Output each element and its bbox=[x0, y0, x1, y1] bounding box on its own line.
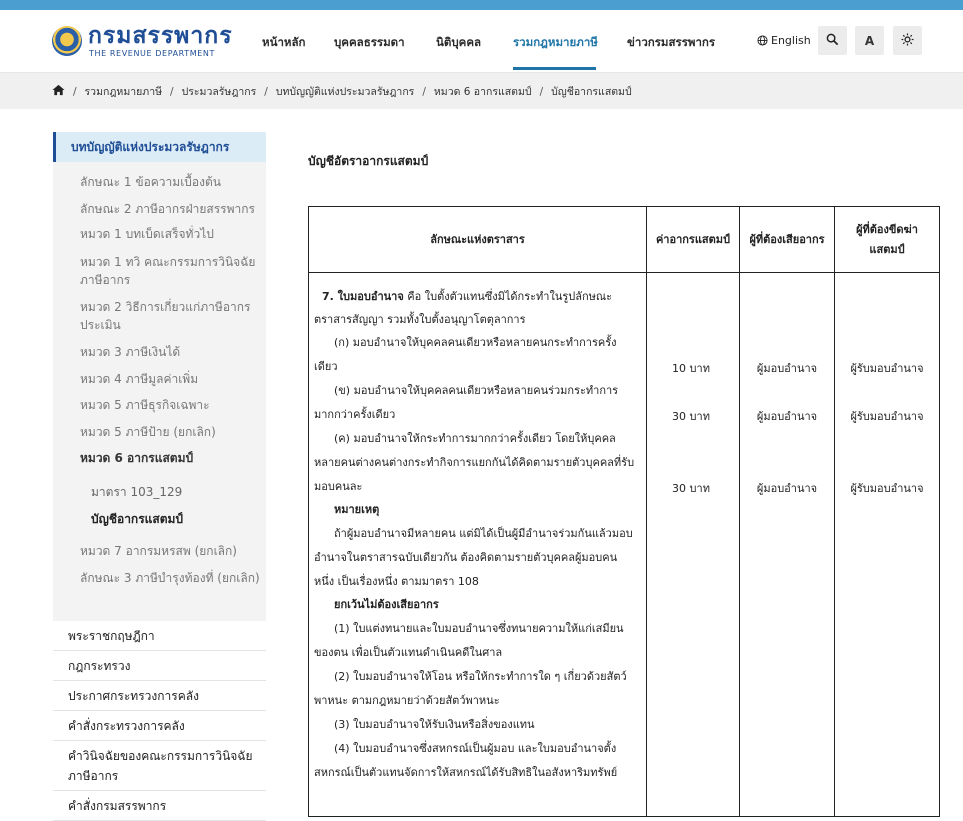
fee-value: 30 บาท bbox=[672, 410, 710, 423]
stamp-duty-table bbox=[308, 206, 940, 817]
site-header bbox=[0, 10, 963, 73]
sidebar-sub-item[interactable]: หมวด 5 ภาษีป้าย (ยกเลิก) bbox=[80, 425, 216, 439]
column-header-canceller: ผู้ที่ต้องขีดฆ่าแสตมป์ bbox=[835, 207, 940, 273]
sidebar-link[interactable]: พระราชกฤษฎีกา bbox=[53, 621, 266, 651]
search-button[interactable] bbox=[818, 26, 847, 55]
sidebar-link[interactable]: คำวินิจฉัยของคณะกรรมการวินิจฉัยภาษีอากร bbox=[53, 741, 266, 791]
breadcrumb-item[interactable]: ประมวลรัษฎากร bbox=[181, 86, 257, 98]
top-accent-bar bbox=[0, 0, 963, 10]
sidebar-sub-item[interactable]: หมวด 7 อากรมหรสพ (ยกเลิก) bbox=[80, 544, 237, 558]
font-size-button[interactable]: A bbox=[855, 26, 884, 55]
desc-line: หนึ่ง เป็นเรื่องหนึ่ง ตามมาตรา 108 bbox=[314, 575, 479, 588]
desc-line: (4) ใบมอบอำนาจซึ่งสหกรณ์เป็นผู้มอบ และใบมอบอำนาจตั้ง bbox=[334, 742, 617, 755]
breadcrumb-separator: / bbox=[422, 85, 426, 98]
sidebar-nested-item-current[interactable]: บัญชีอากรแสตมป์ bbox=[91, 512, 184, 526]
logo-subtitle: THE REVENUE DEPARTMENT bbox=[89, 49, 215, 58]
desc-line: มากกว่าครั้งเดียว bbox=[314, 408, 396, 421]
home-icon[interactable] bbox=[52, 84, 65, 99]
desc-line: พาหนะ ตามกฎหมายว่าด้วยสัตว์พาหนะ bbox=[314, 694, 500, 707]
sun-icon bbox=[901, 33, 914, 49]
canceller-value: ผู้รับมอบอำนาจ bbox=[850, 362, 924, 375]
sidebar-sub-item[interactable]: ลักษณะ 3 ภาษีบำรุงท้องที่ (ยกเลิก) bbox=[80, 571, 260, 585]
sidebar-link[interactable]: คำสั่งกระทรวงการคลัง bbox=[53, 711, 266, 741]
logo-title[interactable]: กรมสรรพากร bbox=[88, 23, 233, 49]
sidebar-sub-item[interactable]: หมวด 4 ภาษีมูลค่าเพิ่ม bbox=[80, 372, 199, 386]
desc-line: (ข) มอบอำนาจให้บุคคลคนเดียวหรือหลายคนร่วมกระทำการ bbox=[334, 384, 619, 397]
payer-value: ผู้มอบอำนาจ bbox=[756, 362, 818, 375]
desc-line: (3) ใบมอบอำนาจให้รับเงินหรือสิ่งของแทน bbox=[334, 718, 535, 731]
desc-line: (2) ใบมอบอำนาจให้โอน หรือให้กระทำการใด ๆ เกี่ยวด้วยสัตว์ bbox=[334, 670, 627, 683]
desc-line: ถ้าผู้มอบอำนาจมีหลายคน แต่มิได้เป็นผู้มีอำนาจร่วมกันแล้วมอบ bbox=[334, 527, 633, 540]
sidebar-sub-item[interactable]: หมวด 2 วิธีการเกี่ยวแก่ภาษีอากรประเมิน bbox=[80, 300, 251, 332]
desc-line: ตราสารสัญญา รวมทั้งใบตั้งอนุญาโตตุลาการ bbox=[314, 313, 526, 326]
desc-line: เดียว bbox=[314, 360, 338, 373]
breadcrumb-item[interactable]: หมวด 6 อากรแสตมป์ bbox=[433, 86, 532, 98]
canceller-cell bbox=[835, 273, 940, 817]
nav-news[interactable]: ข่าวกรมสรรพากร bbox=[627, 35, 716, 49]
sidebar-sub-item[interactable]: ลักษณะ 1 ข้อความเบื้องต้น bbox=[80, 175, 221, 189]
sidebar-sub-item[interactable]: หมวด 3 ภาษีเงินได้ bbox=[80, 345, 181, 359]
table-row bbox=[309, 273, 940, 817]
payer-value: ผู้มอบอำนาจ bbox=[756, 410, 818, 423]
sidebar-sub-item-active[interactable]: หมวด 6 อากรแสตมป์ bbox=[80, 451, 194, 465]
sidebar-section-head[interactable]: บทบัญญัติแห่งประมวลรัษฎากร bbox=[53, 132, 266, 162]
breadcrumb-item[interactable]: บทบัญญัติแห่งประมวลรัษฎากร bbox=[275, 86, 415, 98]
sidebar-sub-item[interactable]: หมวด 5 ภาษีธุรกิจเฉพาะ bbox=[80, 398, 210, 412]
table-header-row bbox=[309, 207, 940, 273]
fee-cell bbox=[647, 273, 740, 817]
breadcrumb-separator: / bbox=[264, 85, 268, 98]
nav-individual[interactable]: บุคคลธรรมดา bbox=[334, 35, 405, 49]
desc-line: (ก) มอบอำนาจให้บุคคลคนเดียวหรือหลายคนกระทำการครั้ง bbox=[334, 336, 617, 349]
canceller-value: ผู้รับมอบอำนาจ bbox=[850, 482, 924, 495]
desc-line: (1) ใบแต่งทนายและใบมอบอำนาจซึ่งทนายความให้แก่เสมียน bbox=[334, 622, 624, 635]
breadcrumb-item[interactable]: รวมกฎหมายภาษี bbox=[84, 86, 163, 98]
desc-line: หลายคนต่างคนต่างกระทำกิจการแยกกันได้คิดตามรายตัวบุคคลที่รับ bbox=[314, 456, 635, 469]
search-icon bbox=[826, 33, 839, 49]
payer-value: ผู้มอบอำนาจ bbox=[756, 482, 818, 495]
globe-icon bbox=[757, 34, 771, 47]
breadcrumb-separator: / bbox=[170, 85, 174, 98]
language-label: English bbox=[771, 34, 811, 47]
desc-line: (ค) มอบอำนาจให้กระทำการมากกว่าครั้งเดียว โดยให้บุคคล bbox=[334, 432, 616, 445]
desc-note-heading: หมายเหตุ bbox=[334, 503, 380, 516]
desc-line: มอบคนละ bbox=[314, 480, 363, 493]
nav-corporate[interactable]: นิติบุคคล bbox=[436, 35, 482, 49]
desc-line: 7. ใบมอบอำนาจ คือ ใบตั้งตัวแทนซึ่งมิได้กระทำในรูปลักษณะ bbox=[322, 290, 613, 303]
column-header-fee: ค่าอากรแสตมป์ bbox=[647, 207, 740, 273]
desc-exemption-heading: ยกเว้นไม่ต้องเสียอากร bbox=[334, 598, 439, 611]
breadcrumb-separator: / bbox=[73, 85, 77, 98]
column-header-payer: ผู้ที่ต้องเสียอากร bbox=[740, 207, 835, 273]
active-nav-underline bbox=[513, 67, 596, 70]
sidebar-link[interactable]: กฎกระทรวง bbox=[53, 651, 266, 681]
department-seal-logo[interactable] bbox=[52, 26, 82, 56]
fee-value: 10 บาท bbox=[672, 362, 710, 375]
theme-toggle-button[interactable] bbox=[893, 26, 922, 55]
breadcrumb-current: บัญชีอากรแสตมป์ bbox=[551, 86, 632, 98]
desc-line: อำนาจในตราสารฉบับเดียวกัน ต้องคิดตามรายตัวบุคคลผู้มอบคน bbox=[314, 551, 618, 564]
nav-tax-law[interactable]: รวมกฎหมายภาษี bbox=[513, 35, 598, 49]
page-title: บัญชีอัตราอากรแสตมป์ bbox=[308, 154, 429, 168]
column-header-instrument: ลักษณะแห่งตราสาร bbox=[309, 207, 647, 273]
sidebar-nested-item[interactable]: มาตรา 103_129 bbox=[91, 485, 183, 499]
desc-line: สหกรณ์เป็นตัวแทนจัดการให้สหกรณ์ได้รับสิทธิในอสังหาริมทรัพย์ bbox=[314, 766, 618, 779]
language-switch[interactable] bbox=[757, 34, 811, 47]
sidebar-link[interactable]: ประกาศกระทรวงการคลัง bbox=[53, 681, 266, 711]
nav-home[interactable]: หน้าหลัก bbox=[262, 35, 306, 49]
sidebar-sub-item[interactable]: หมวด 1 ทวิ คณะกรรมการวินิจฉัยภาษีอากร bbox=[80, 255, 256, 287]
canceller-value: ผู้รับมอบอำนาจ bbox=[850, 410, 924, 423]
payer-cell bbox=[740, 273, 835, 817]
desc-heading: 7. ใบมอบอำนาจ bbox=[322, 290, 404, 303]
sidebar-submenu bbox=[53, 162, 266, 621]
breadcrumb-separator: / bbox=[539, 85, 544, 98]
breadcrumb bbox=[52, 83, 632, 100]
sidebar-link[interactable]: คำสั่งกรมสรรพากร bbox=[53, 791, 266, 821]
instrument-description-cell bbox=[309, 273, 647, 817]
sidebar-sub-item[interactable]: หมวด 1 บทเบ็ดเสร็จทั่วไป bbox=[80, 227, 214, 241]
fee-value: 30 บาท bbox=[672, 482, 710, 495]
desc-line: ของตน เพื่อเป็นตัวแทนดำเนินคดีในศาล bbox=[314, 646, 503, 659]
sidebar-sub-item[interactable]: ลักษณะ 2 ภาษีอากรฝ่ายสรรพากร bbox=[80, 202, 255, 216]
breadcrumb-bar bbox=[0, 73, 963, 109]
